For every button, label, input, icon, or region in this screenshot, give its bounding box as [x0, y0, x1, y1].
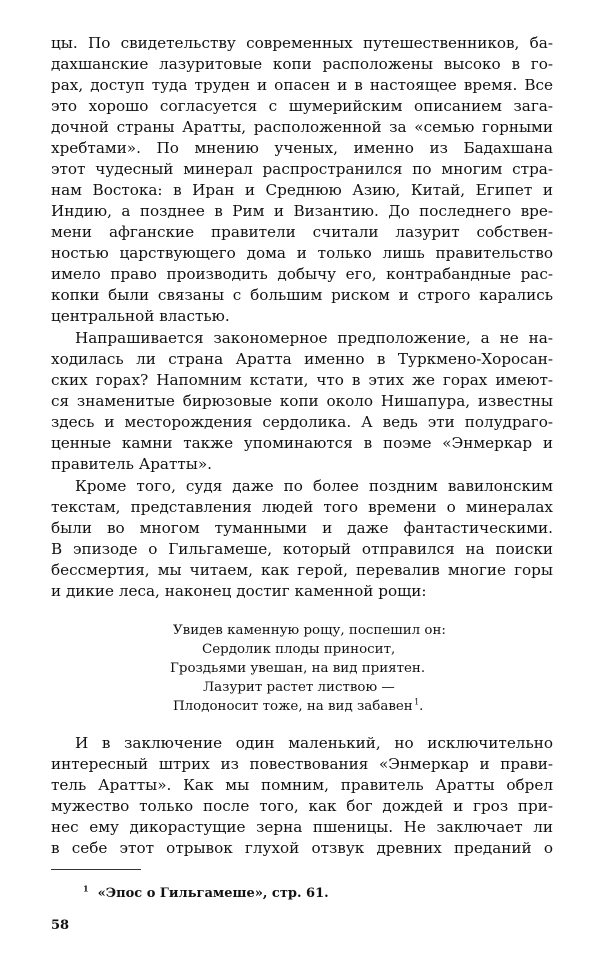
text-line: ценные камни также упоминаются в поэме «Энмеркар и: [51, 434, 553, 452]
text-line: в себе этот отрывок глухой отзвук древних преданий о: [51, 839, 553, 857]
text-line: ся знаменитые бирюзовые копи около Нишапура, известны: [51, 392, 553, 410]
text-line: интересный штрих из повествования «Энмеркар и прави-: [51, 755, 553, 773]
text-line: правитель Аратты».: [51, 455, 212, 473]
footnote-reference[interactable]: 1: [414, 697, 420, 707]
text-line: бессмертия, мы читаем, как герой, перевалив многие горы: [51, 561, 553, 579]
text-line: ностью царствующего дома и только лишь правительство: [51, 244, 553, 262]
poem-line: Гроздьями увешан, на вид приятен.: [170, 661, 426, 676]
text-line: мужество только после того, как бог дождей и гроз при-: [51, 797, 553, 815]
text-line: здесь и месторождения сердолика. А ведь эти полудраго-: [51, 413, 553, 431]
footnote-mark: 1: [83, 883, 89, 894]
text-line: Напрашивается закономерное предположение, а не на-: [75, 329, 553, 347]
text-line: ских горах? Напомним кстати, что в этих же горах имеют-: [51, 371, 553, 389]
footnote-divider: [51, 869, 141, 870]
footnote-text: «Эпос о Гильгамеше», стр. 61.: [97, 886, 329, 901]
text-line: тель Аратты». Как мы помним, правитель Аратты обрел: [51, 776, 553, 794]
text-line: Кроме того, судя даже по более поздним вавилонским: [75, 477, 553, 495]
text-line: были во многом туманными и даже фантастическими.: [51, 519, 553, 537]
poem-line: Увидев каменную рощу, поспешил он:: [173, 623, 446, 638]
text-line: копки были связаны с большим риском и строго карались: [51, 286, 553, 304]
text-line: нам Востока: в Иран и Среднюю Азию, Китай, Египет и: [51, 181, 553, 199]
text-line: рах, доступ туда труден и опасен и в настоящее время. Все: [51, 76, 553, 94]
text-line: И в заключение один маленький, но исключительно: [75, 734, 553, 752]
text-line: это хорошо согласуется с шумерийским описанием зага-: [51, 97, 553, 115]
poem-period: .: [419, 699, 424, 714]
text-line: центральной властью.: [51, 307, 230, 325]
poem-line: Лазурит растет листвою —: [203, 680, 395, 695]
text-line: текстам, представления людей того времени о минералах: [51, 498, 553, 516]
text-line: В эпизоде о Гильгамеше, который отправился на поиски: [51, 540, 553, 558]
poem-line: [173, 698, 423, 716]
text-line: дочной страны Аратты, расположенной за «семью горными: [51, 118, 553, 136]
poem-line: Сердолик плоды приносит,: [202, 642, 396, 657]
text-line: этот чудесный минерал распространился по многим стра-: [51, 160, 553, 178]
text-line: Индию, а позднее в Рим и Византию. До последнего вре-: [51, 202, 553, 220]
page-number: 58: [51, 918, 70, 933]
text-line: дахшанские лазуритовые копи расположены высоко в го-: [51, 55, 553, 73]
text-line: имело право производить добычу его, контрабандные рас-: [51, 265, 553, 283]
text-line: мени афганские правители считали лазурит собствен-: [51, 223, 553, 241]
text-line: цы. По свидетельству современных путешественников, ба-: [51, 34, 553, 52]
text-line: нес ему дикорастущие зерна пшеницы. Не заключает ли: [51, 818, 553, 836]
text-line: ходилась ли страна Аратта именно в Туркмено-Хоросан-: [51, 350, 553, 368]
text-line: и дикие леса, наконец достиг каменной рощи:: [51, 582, 427, 600]
text-line: хребтами». По мнению ученых, именно из Бадахшана: [51, 139, 553, 157]
footnote: [83, 885, 329, 903]
poem-line-text: Плодоносит тоже, на вид забавен: [173, 699, 413, 714]
